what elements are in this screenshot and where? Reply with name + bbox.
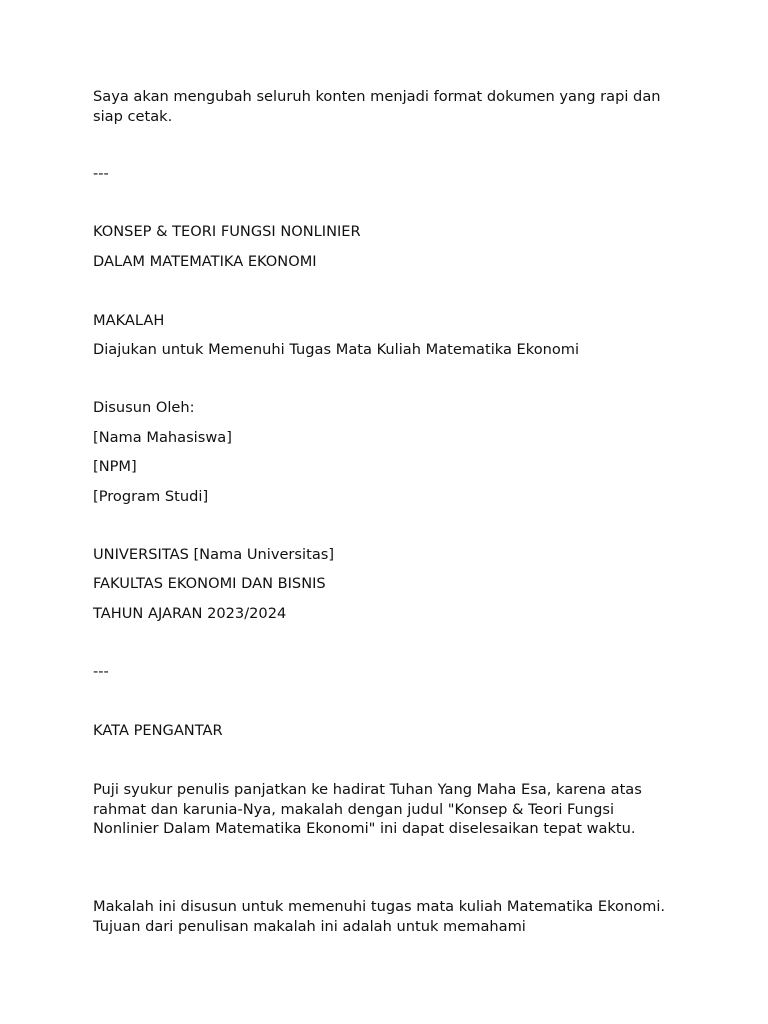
- makalah-subtitle: Diajukan untuk Memenuhi Tugas Mata Kuliah Matematika Ekonomi: [93, 341, 580, 358]
- intro-text: Saya akan mengubah seluruh konten menjadi format dokumen yang rapi dan siap cetak.: [93, 88, 661, 125]
- academic-year: TAHUN AJARAN 2023/2024: [93, 605, 287, 622]
- foreword-paragraph-1: Puji syukur penulis panjatkan ke hadirat Tuhan Yang Maha Esa, karena atas rahmat dan karunia-Nya, makalah dengan judul "Konsep & Teori Fungsi Nonlinier Dalam Matematika Ekonomi" ini dapat diselesaikan tepat waktu.: [93, 781, 642, 837]
- author-program: [Program Studi]: [93, 488, 209, 505]
- makalah-label: MAKALAH: [93, 312, 165, 329]
- author-name: [Nama Mahasiswa]: [93, 429, 232, 446]
- separator: ---: [93, 165, 109, 182]
- university-name: UNIVERSITAS [Nama Universitas]: [93, 546, 335, 563]
- faculty-name: FAKULTAS EKONOMI DAN BISNIS: [93, 575, 326, 592]
- title-line-1: KONSEP & TEORI FUNGSI NONLINIER: [93, 223, 361, 240]
- foreword-heading: KATA PENGANTAR: [93, 722, 223, 739]
- foreword-paragraph-2: Makalah ini disusun untuk memenuhi tugas mata kuliah Matematika Ekonomi. Tujuan dari penulisan makalah ini adalah untuk memahami: [93, 898, 666, 935]
- author-label: Disusun Oleh:: [93, 399, 195, 416]
- title-line-2: DALAM MATEMATIKA EKONOMI: [93, 253, 317, 270]
- separator-2: ---: [93, 663, 109, 680]
- author-npm: [NPM]: [93, 458, 137, 475]
